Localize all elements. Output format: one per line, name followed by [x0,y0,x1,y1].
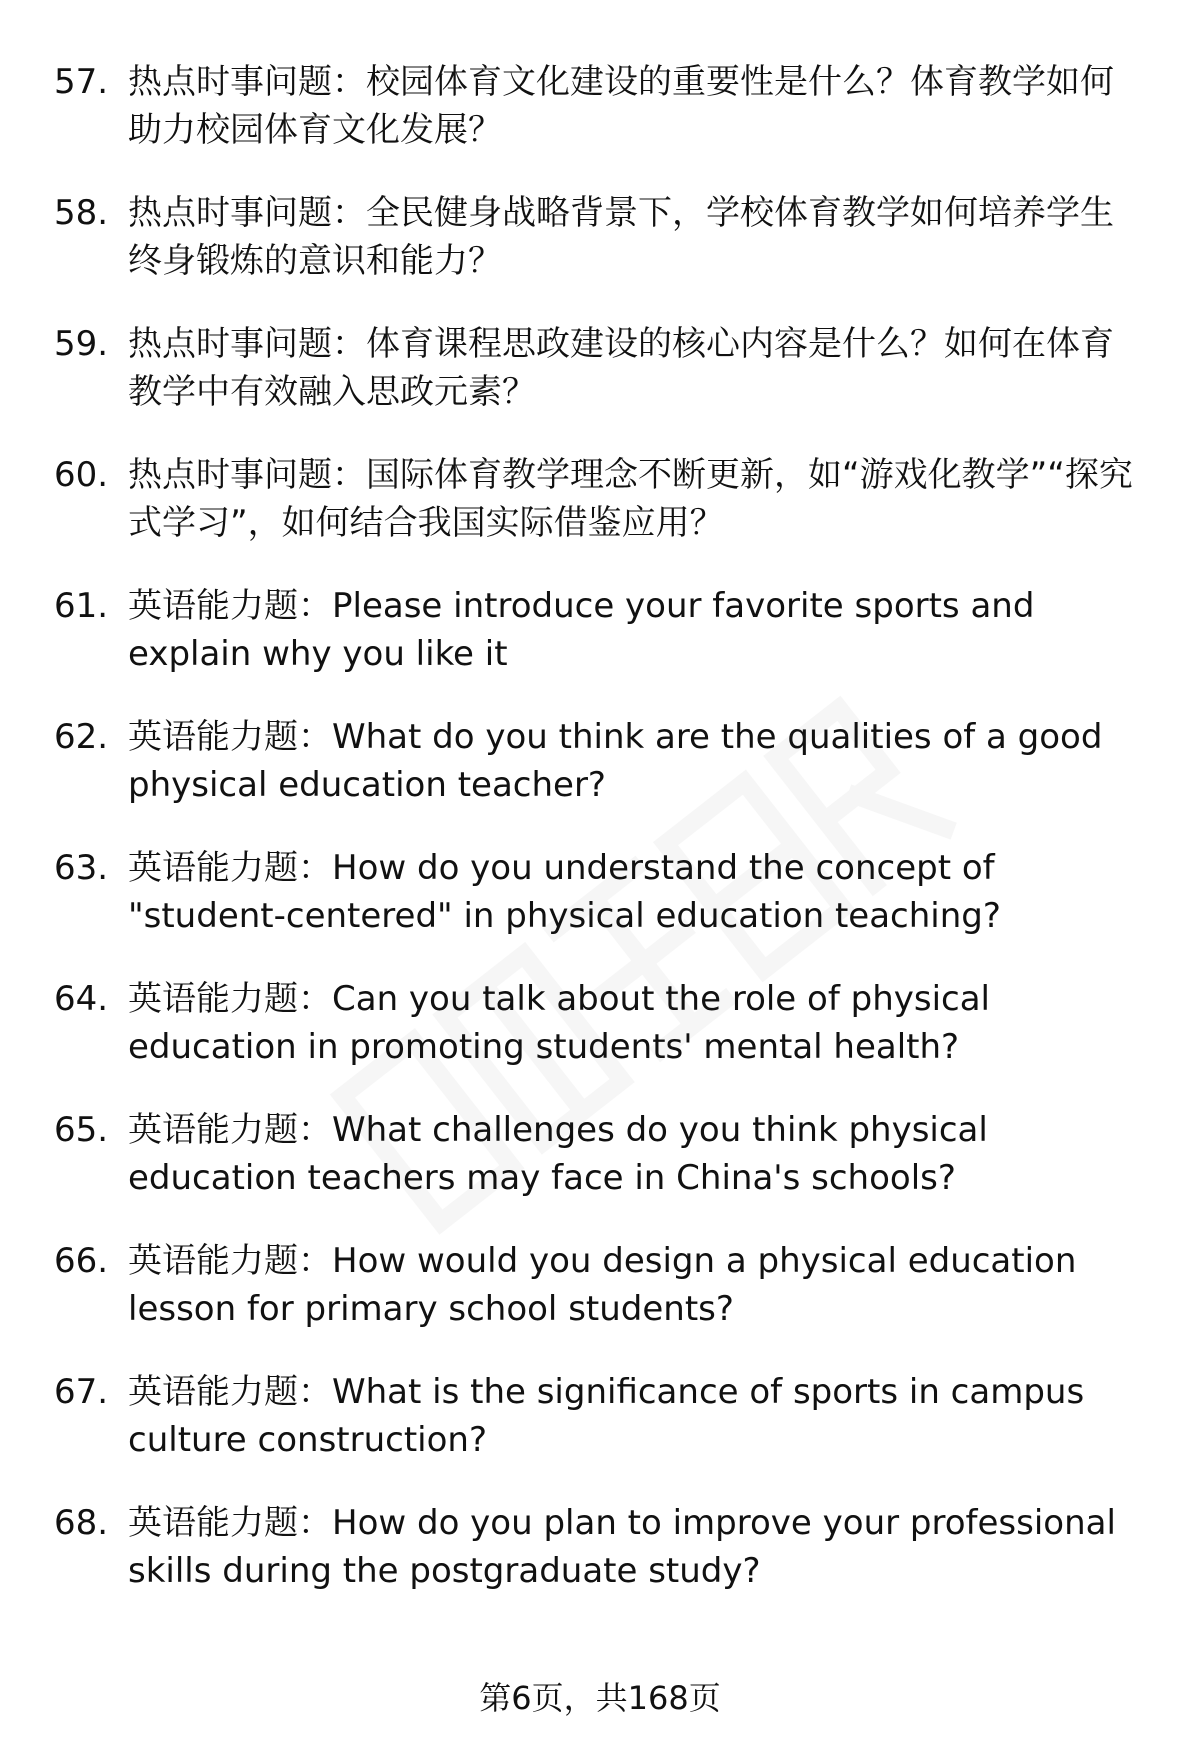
question-number: 57. [54,62,109,102]
question-body [128,713,1138,809]
question-text: Please introduce your favorite sports and explain why you like it [128,586,1035,674]
question-item [54,1237,1154,1368]
question-number: 61. [54,586,109,626]
question-item [54,713,1154,844]
question-text: 体育课程思政建设的核心内容是什么？如何在体育教学中有效融入思政元素？ [128,324,1114,412]
question-item [54,844,1154,975]
question-number: 62. [54,717,109,757]
question-body [128,451,1138,547]
question-item [54,1106,1154,1237]
question-body [128,1106,1138,1202]
question-category: 英语能力题： [128,1110,332,1150]
question-list [54,58,1154,1630]
question-number: 68. [54,1503,109,1543]
question-category: 英语能力题： [128,1372,332,1412]
question-category: 英语能力题： [128,1241,332,1281]
question-text: 全民健身战略背景下，学校体育教学如何培养学生终身锻炼的意识和能力？ [128,193,1114,281]
question-body [128,844,1138,940]
question-text: How would you design a physical education lesson for primary school students? [128,1241,1077,1329]
question-body [128,320,1138,416]
question-number: 63. [54,848,109,888]
question-text: 国际体育教学理念不断更新，如“游戏化教学”“探究式学习”，如何结合我国实际借鉴应用？ [128,455,1133,543]
question-number: 60. [54,455,109,495]
question-text: 校园体育文化建设的重要性是什么？体育教学如何助力校园体育文化发展？ [128,62,1114,150]
question-item [54,58,1154,189]
question-item [54,1368,1154,1499]
question-category: 英语能力题： [128,848,332,888]
question-item [54,582,1154,713]
question-item [54,975,1154,1106]
question-body [128,1237,1138,1333]
question-category: 英语能力题： [128,586,332,626]
question-category: 热点时事问题： [128,324,366,364]
question-body [128,582,1138,678]
question-number: 66. [54,1241,109,1281]
question-body [128,1499,1138,1595]
question-category: 热点时事问题： [128,193,366,233]
question-number: 64. [54,979,109,1019]
question-category: 英语能力题： [128,717,332,757]
question-category: 英语能力题： [128,1503,332,1543]
question-text: Can you talk about the role of physical education in promoting students' mental health? [128,979,991,1067]
question-body [128,1368,1138,1464]
question-body [128,58,1138,154]
question-number: 65. [54,1110,109,1150]
question-text: What is the significance of sports in campus culture construction? [128,1372,1085,1460]
question-item [54,451,1154,582]
question-item [54,189,1154,320]
question-category: 热点时事问题： [128,62,366,102]
page-number: 第6页，共168页 [479,1679,721,1717]
question-text: How do you plan to improve your professional skills during the postgraduate study? [128,1503,1116,1591]
question-text: What do you think are the qualities of a good physical education teacher? [128,717,1103,805]
question-number: 58. [54,193,109,233]
question-body [128,975,1138,1071]
question-body [128,189,1138,285]
question-text: What challenges do you think physical education teachers may face in China's schools? [128,1110,988,1198]
question-item [54,1499,1154,1630]
question-category: 热点时事问题： [128,455,366,495]
question-text: How do you understand the concept of "student-centered" in physical education teaching? [128,848,1001,936]
question-number: 67. [54,1372,109,1412]
question-category: 英语能力题： [128,979,332,1019]
question-number: 59. [54,324,109,364]
question-item [54,320,1154,451]
